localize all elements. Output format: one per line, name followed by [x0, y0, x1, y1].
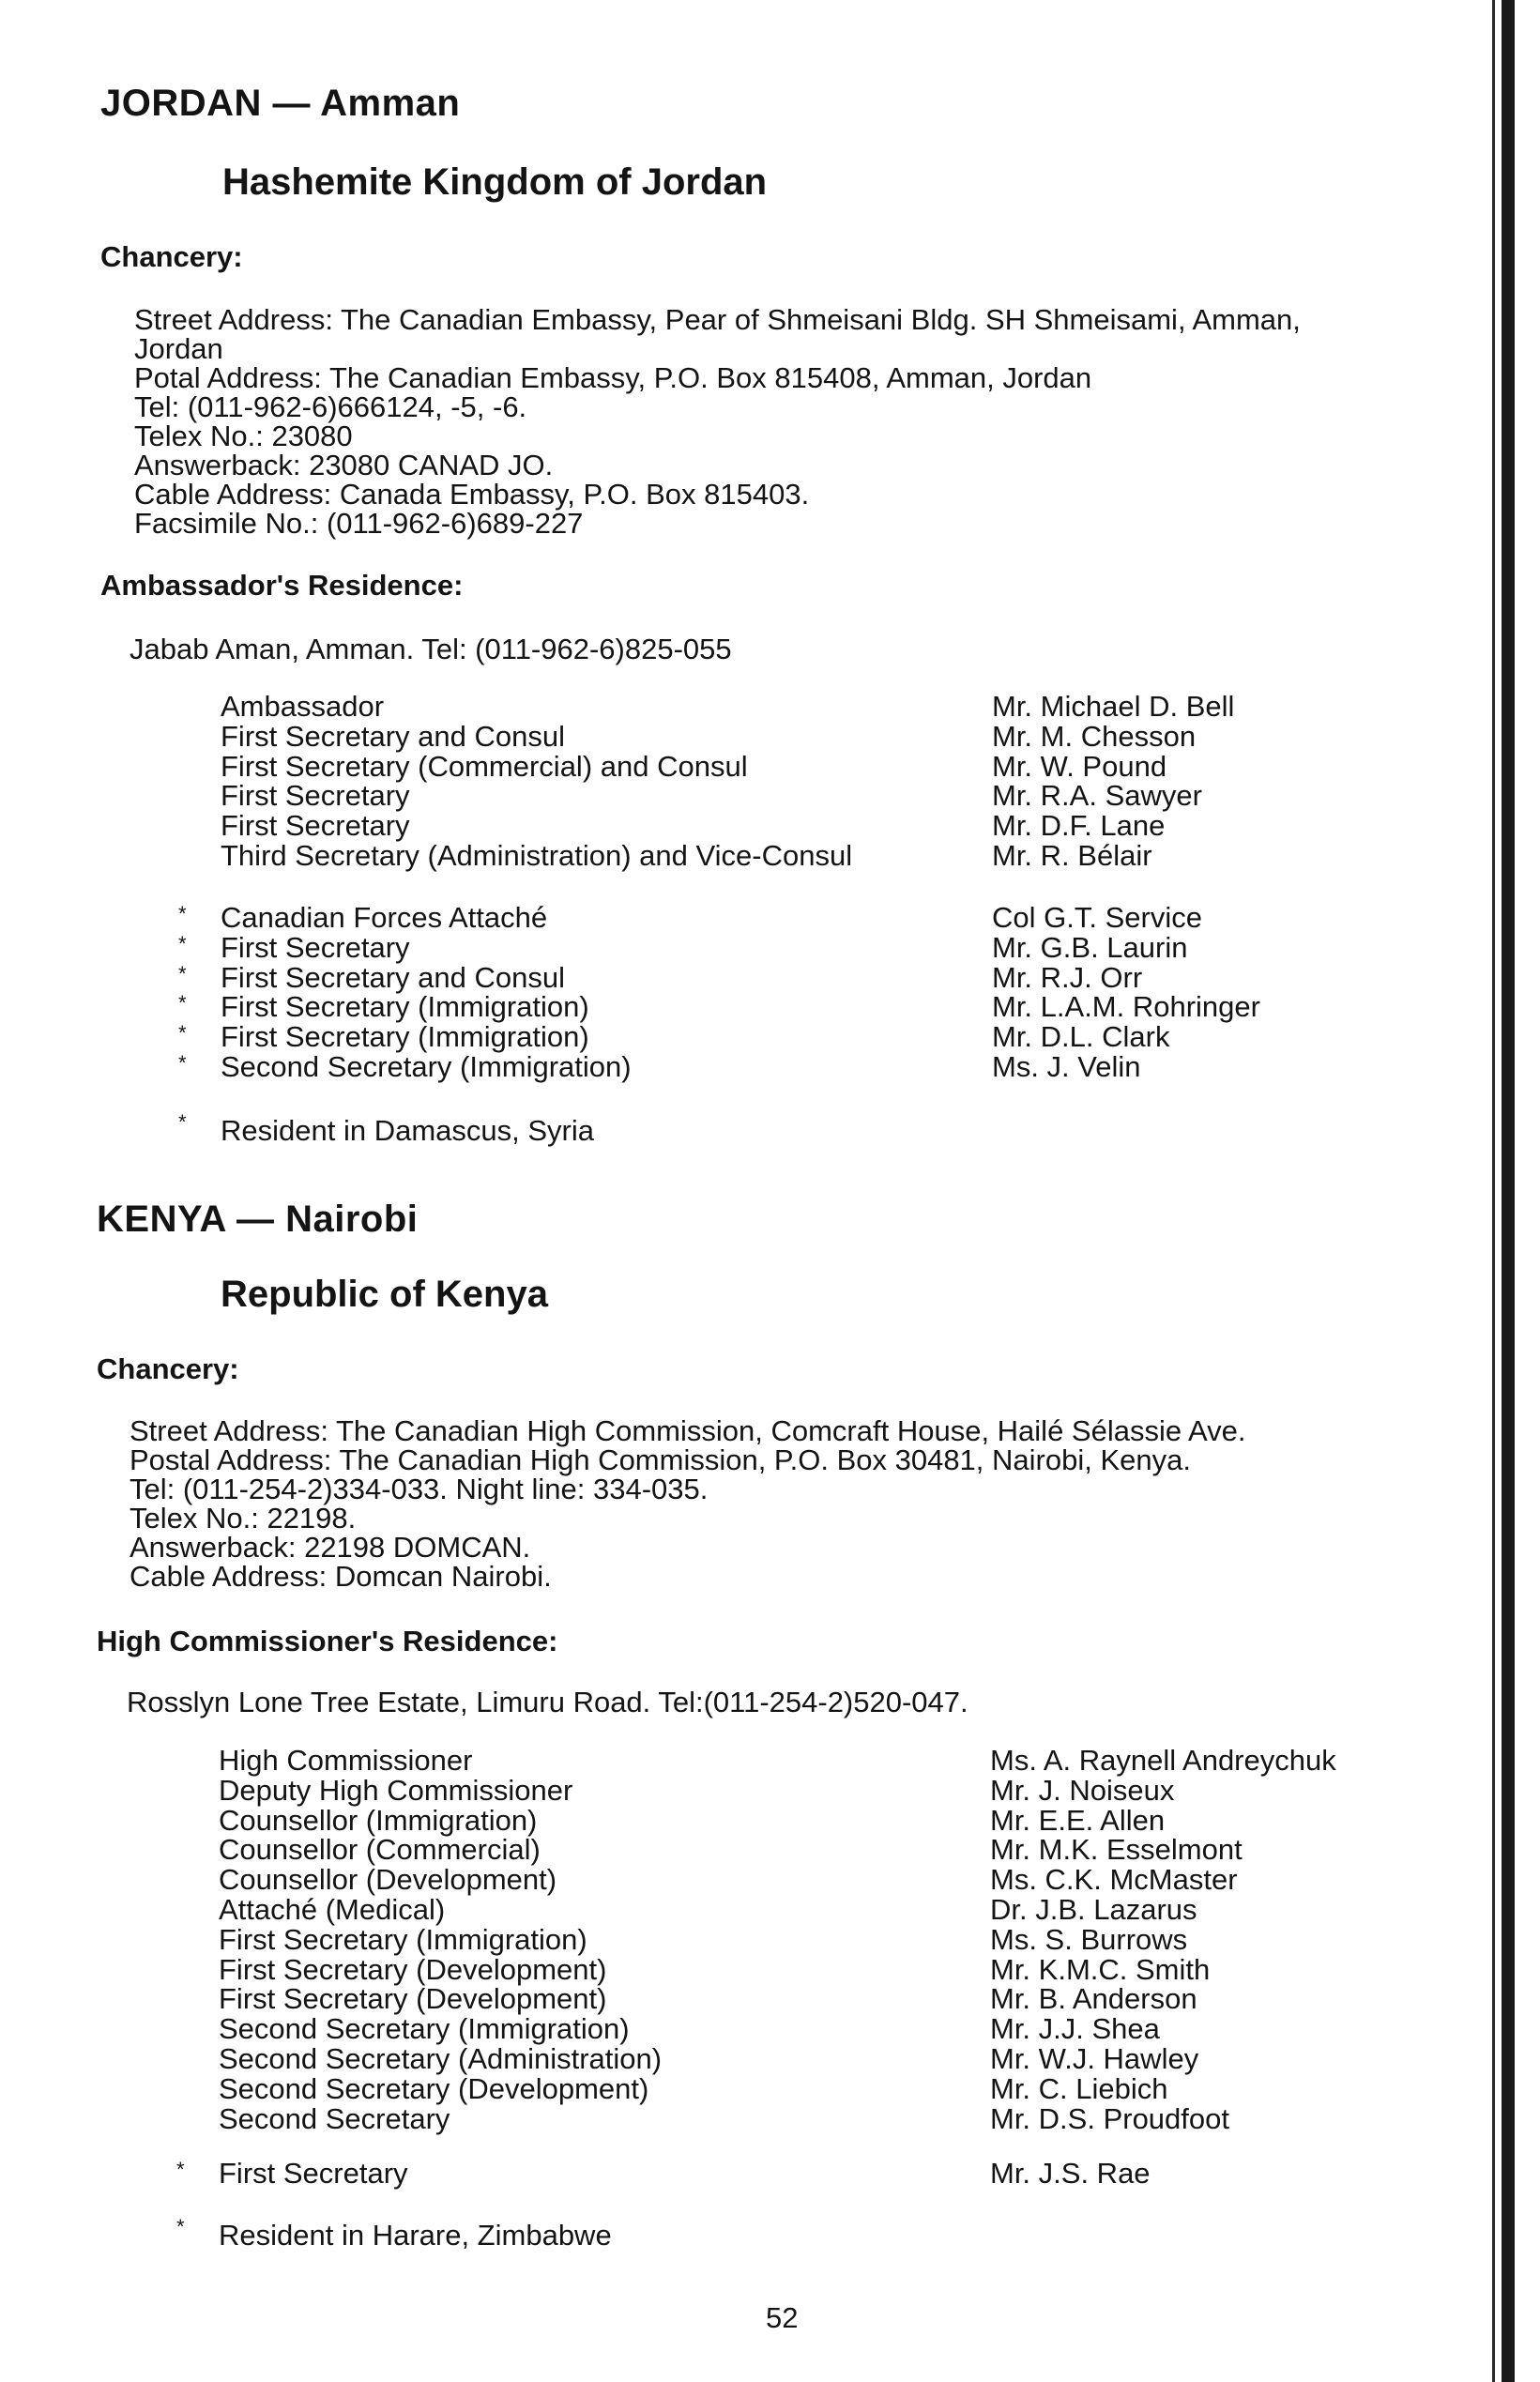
staff-title: First Secretary and Consul [221, 960, 565, 994]
staff-title: First Secretary (Immigration) [219, 1922, 587, 1956]
staff-title: First Secretary and Consul [221, 719, 565, 753]
staff-name: Mr. M.K. Esselmont [990, 1833, 1243, 1867]
staff-name: Mr. R.A. Sawyer [992, 779, 1202, 813]
staff-title: Second Secretary (Administration) [219, 2041, 663, 2075]
staff-title: Second Secretary (Development) [219, 2071, 649, 2105]
footnote-jordan [178, 1110, 594, 1148]
residence-line-jordan: Jabab Aman, Amman. Tel: (011-962-6)825-055 [130, 633, 732, 665]
staff-title: First Secretary [221, 930, 410, 964]
address-line: Street Address: The Canadian High Commission, Comcraft House, Hailé Sélassie Ave. [130, 1414, 1246, 1447]
staff-name: Mr. R.J. Orr [992, 960, 1143, 994]
staff-title: First Secretary [221, 779, 410, 813]
asterisk-marker: * [178, 961, 187, 985]
asterisk-marker: * [178, 1021, 187, 1046]
asterisk-marker: * [176, 2158, 185, 2181]
page-edge-bar [1502, 0, 1515, 2382]
formal-name-kenya: Republic of Kenya [221, 1274, 548, 1315]
formal-name-jordan: Hashemite Kingdom of Jordan [222, 161, 768, 203]
staff-name: Dr. J.B. Lazarus [990, 1892, 1197, 1926]
staff-name: Mr. J.J. Shea [990, 2012, 1160, 2046]
staff-name: Mr. L.A.M. Rohringer [992, 990, 1260, 1024]
staff-name: Mr. J.S. Rae [990, 2157, 1151, 2190]
address-line: Jordan [134, 332, 223, 365]
staff-name: Mr. Michael D. Bell [992, 690, 1235, 723]
staff-title: Second Secretary (Immigration) [219, 2012, 630, 2046]
chancery-address-jordan [134, 305, 1301, 538]
staff-title: First Secretary (Immigration) [221, 1020, 589, 1054]
address-line: Street Address: The Canadian Embassy, Pear of Shmeisani Bldg. SH Shmeisami, Amman, [134, 303, 1301, 336]
staff-name: Mr. E.E. Allen [990, 1803, 1166, 1837]
staff-name: Ms. S. Burrows [990, 1922, 1188, 1956]
residence-label-kenya: High Commissioner's Residence: [97, 1625, 558, 1657]
page-number: 52 [766, 2301, 799, 2334]
address-line: Potal Address: The Canadian Embassy, P.O. Box 815408, Amman, Jordan [134, 361, 1092, 394]
staff-title: First Secretary [221, 809, 410, 843]
asterisk-marker: * [178, 991, 187, 1015]
footnote-text: Resident in Harare, Zimbabwe [219, 2219, 612, 2252]
staff-title: Canadian Forces Attaché [221, 901, 548, 934]
staff-name: Mr. W. Pound [992, 749, 1167, 783]
staff-title: Counsellor (Commercial) [219, 1833, 541, 1867]
chancery-label-kenya: Chancery: [97, 1352, 239, 1385]
asterisk-marker: * [178, 931, 187, 955]
staff-title: Second Secretary [219, 2101, 450, 2135]
staff-name: Mr. C. Liebich [990, 2071, 1168, 2105]
asterisk-marker: * [176, 2215, 185, 2238]
footnote-text: Resident in Damascus, Syria [221, 1114, 594, 1147]
staff-title: Second Secretary (Immigration) [221, 1049, 632, 1083]
address-line: Telex No.: 23080 [134, 420, 353, 452]
address-line: Tel: (011-254-2)334-033. Night line: 334-035. [130, 1473, 709, 1505]
staff-title: First Secretary (Development) [219, 1982, 607, 2016]
residence-line-kenya: Rosslyn Lone Tree Estate, Limuru Road. Tel:(011-254-2)520-047. [127, 1686, 968, 1718]
staff-title: Third Secretary (Administration) and Vice-Consul [221, 838, 853, 872]
staff-title: Counsellor (Immigration) [219, 1803, 538, 1837]
staff-title: High Commissioner [219, 1744, 473, 1777]
staff-name: Ms. A. Raynell Andreychuk [990, 1744, 1336, 1777]
address-line: Answerback: 23080 CANAD JO. [134, 449, 554, 481]
staff-title: Deputy High Commissioner [219, 1773, 573, 1807]
staff-title: First Secretary (Immigration) [221, 990, 589, 1024]
staff-title: First Secretary (Commercial) and Consul [221, 749, 748, 783]
staff-name: Mr. D.F. Lane [992, 809, 1166, 843]
address-line: Tel: (011-962-6)666124, -5, -6. [134, 390, 527, 423]
chancery-label-jordan: Chancery: [100, 240, 243, 273]
country-heading-kenya: KENYA — Nairobi [97, 1199, 419, 1240]
page-edge-line [1492, 0, 1495, 2382]
address-line: Facsimile No.: (011-962-6)689-227 [134, 507, 584, 540]
asterisk-marker: * [178, 902, 187, 925]
staff-name: Mr. B. Anderson [990, 1982, 1197, 2016]
chancery-address-kenya [130, 1416, 1245, 1591]
staff-title: Attaché (Medical) [219, 1892, 446, 1926]
residence-label-jordan: Ambassador's Residence: [100, 569, 464, 602]
staff-name: Mr. K.M.C. Smith [990, 1952, 1211, 1986]
staff-name: Mr. W.J. Hawley [990, 2041, 1199, 2075]
staff-name: Mr. J. Noiseux [990, 1773, 1175, 1807]
staff-title: First Secretary (Development) [219, 1952, 607, 1986]
staff-title: Ambassador [221, 690, 385, 723]
country-heading-jordan: JORDAN — Amman [100, 83, 461, 124]
staff-name: Mr. R. Bélair [992, 838, 1152, 872]
address-line: Cable Address: Domcan Nairobi. [130, 1560, 552, 1593]
staff-name: Mr. G.B. Laurin [992, 930, 1188, 964]
staff-name: Ms. C.K. McMaster [990, 1863, 1238, 1897]
staff-name: Col G.T. Service [992, 901, 1202, 934]
asterisk-marker: * [178, 1110, 187, 1134]
staff-title: Counsellor (Development) [219, 1863, 557, 1897]
staff-name: Mr. M. Chesson [992, 719, 1197, 753]
staff-name: Mr. D.L. Clark [992, 1020, 1170, 1054]
address-line: Cable Address: Canada Embassy, P.O. Box 815403. [134, 478, 810, 511]
address-line: Postal Address: The Canadian High Commission, P.O. Box 30481, Nairobi, Kenya. [130, 1443, 1191, 1476]
staff-title: First Secretary [219, 2157, 408, 2190]
footnote-kenya [176, 2215, 612, 2252]
staff-name: Ms. J. Velin [992, 1049, 1141, 1083]
asterisk-marker: * [178, 1050, 187, 1075]
address-line: Answerback: 22198 DOMCAN. [130, 1531, 531, 1564]
address-line: Telex No.: 22198. [130, 1502, 357, 1535]
staff-name: Mr. D.S. Proudfoot [990, 2101, 1229, 2135]
